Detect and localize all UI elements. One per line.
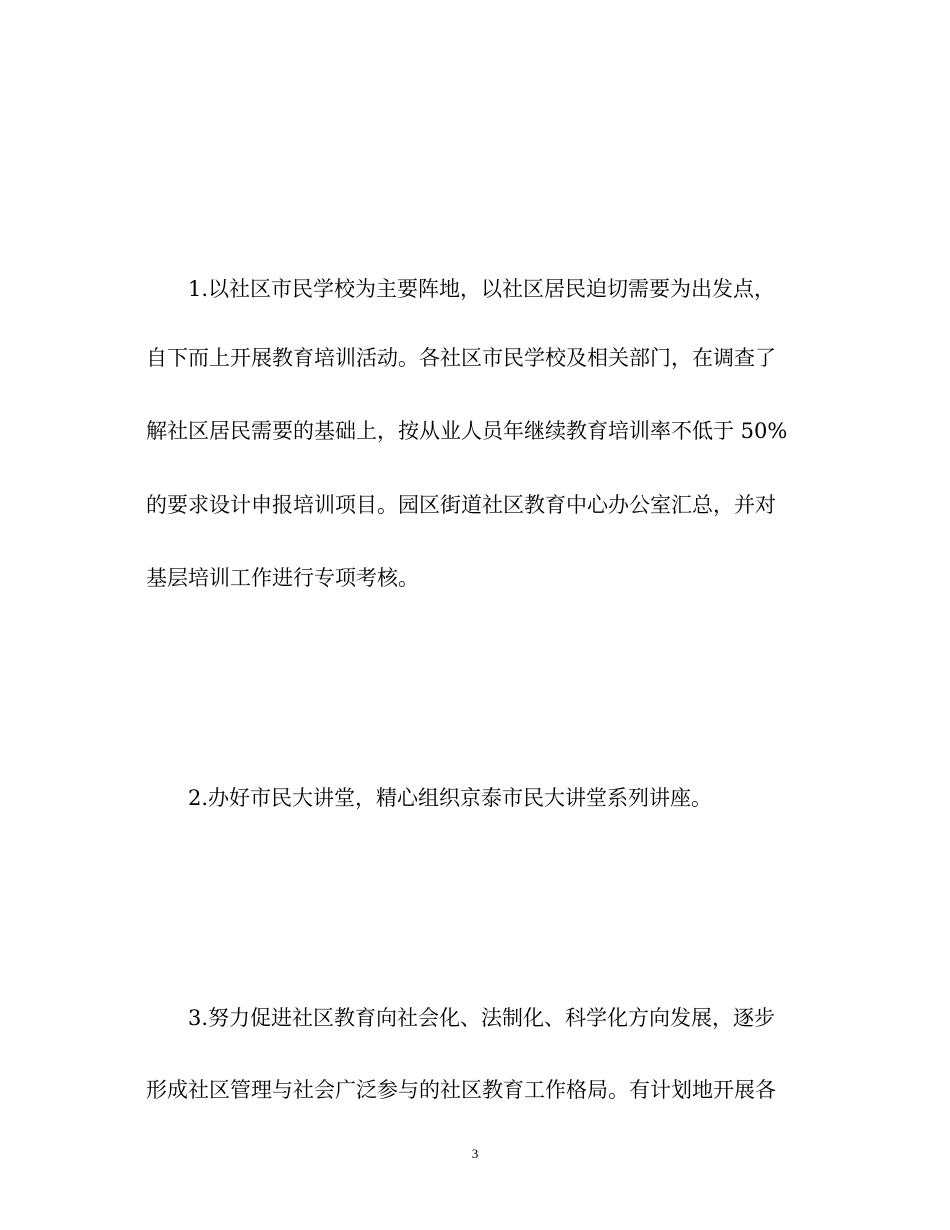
- paragraph-2-line-1: 2.办好市民大讲堂，精心组织京泰市民大讲堂系列讲座。: [188, 786, 713, 810]
- paragraph-1-line-1: 1.以社区市民学校为主要阵地，以社区居民迫切需要为出发点，: [188, 277, 776, 301]
- paragraph-1-line-3: 解社区居民需要的基础上，按从业人员年继续教育培训率不低于 50%: [146, 419, 788, 443]
- paragraph-1-line-5: 基层培训工作进行专项考核。: [146, 566, 419, 590]
- page-number: 3: [471, 1146, 479, 1161]
- paragraph-3-line-1: 3.努力促进社区教育向社会化、法制化、科学化方向发展，逐步: [188, 1006, 776, 1030]
- paragraph-3-line-2: 形成社区管理与社会广泛参与的社区教育工作格局。有计划地开展各: [146, 1078, 776, 1102]
- paragraph-1-line-2: 自下而上开展教育培训活动。各社区市民学校及相关部门，在调查了: [146, 346, 776, 370]
- paragraph-1-line-4: 的要求设计申报培训项目。园区街道社区教育中心办公室汇总，并对: [146, 493, 776, 517]
